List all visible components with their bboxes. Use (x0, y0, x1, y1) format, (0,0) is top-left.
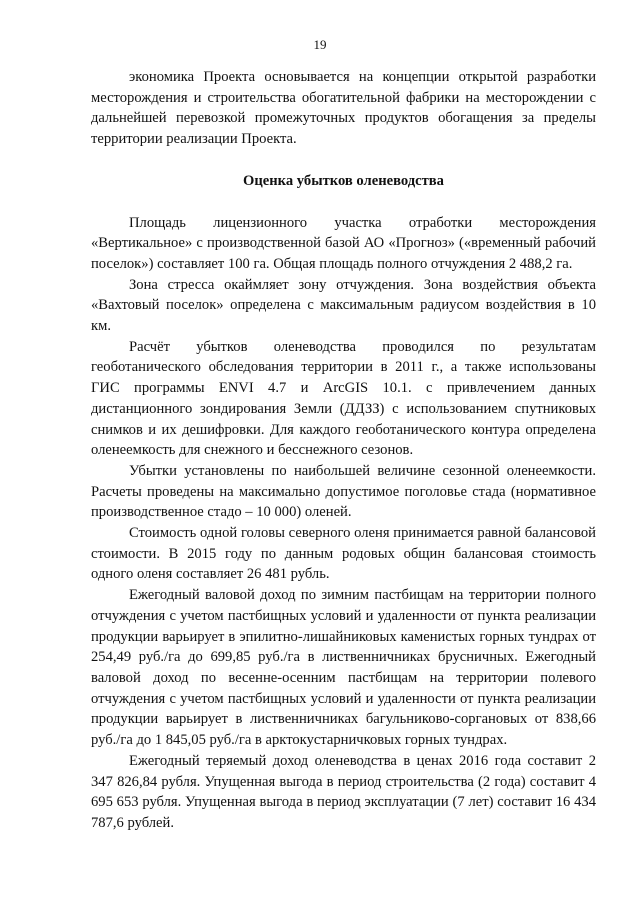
paragraph-reindeer-cost: Стоимость одной головы северного оленя принимается равной балансовой стоимости. В 2015 году по данным родовых общин балансовая стоимость одного оленя составляет 26 481 рубль. (91, 525, 596, 583)
intro-paragraph: экономика Проекта основывается на концепции открытой разработки месторождения и строительства обогатительной фабрики на месторождении с дальнейшей перевозкой промежуточных продуктов обогащения за пределы территории реализации Проекта. (91, 69, 596, 148)
document-body (91, 67, 596, 834)
paragraph-calculation-method: Расчёт убытков оленеводства проводился по результатам геоботанического обследования территории в 2011 г., а также использованы ГИС программы ENVI 4.7 и ArcGIS 10.1. с привлечением данных дистанционного зондирования Земли (ДДЗЗ) с использованием спутниковых снимков и их дешифровки. Для каждого геоботанического контура определена оленеемкость для снежного и бесснежного сезонов. (91, 338, 596, 459)
page-number: 19 (313, 37, 327, 52)
paragraph-losses-basis: Убытки установлены по наибольшей величине сезонной оленеемкости. Расчеты проведены на максимально допустимое поголовье стада (нормативное производственное стадо – 10 000) оленей. (91, 462, 596, 521)
spacer (91, 150, 596, 171)
section-heading: Оценка убытков оленеводства (243, 172, 444, 189)
paragraph-annual-income: Ежегодный валовой доход по зимним пастбищам на территории полного отчуждения с учетом пастбищных условий и удаленности от пункта реализации продукции варьирует в эпилитно-лишайниковых каменистых горных тундрах от 254,49 руб./га до 699,85 руб./га в лиственничниках брусничных. Ежегодный валовой доход по весенне-осенним пастбищам на территории полевого отчуждения с учетом пастбищных условий и удаленности от пункта реализации продукции варьирует в лиственничниках багульниково-соргановых от 838,66 руб./га до 1 845,05 руб./га в арктокустарничковых горных тундрах. (91, 587, 596, 749)
spacer (91, 192, 596, 213)
paragraph-lost-income: Ежегодный теряемый доход оленеводства в ценах 2016 года составит 2 347 826,84 рубля. Упущенная выгода в период строительства (2 года) составит 4 695 653 рубля. Упущенная выгода в период эксплуатации (7 лет) составит 16 434 787,6 рублей. (91, 752, 596, 831)
paragraph-license-area: Площадь лицензионного участка отработки месторождения «Вертикальное» с производственной базой АО «Прогноз» («временный рабочий поселок») составляет 100 га. Общая площадь полного отчуждения 2 488,2 га. (91, 214, 596, 272)
paragraph-stress-zone: Зона стресса окаймляет зону отчуждения. Зона воздействия объекта «Вахтовый поселок» определена с максимальным радиусом воздействия в 10 км. (91, 276, 596, 335)
